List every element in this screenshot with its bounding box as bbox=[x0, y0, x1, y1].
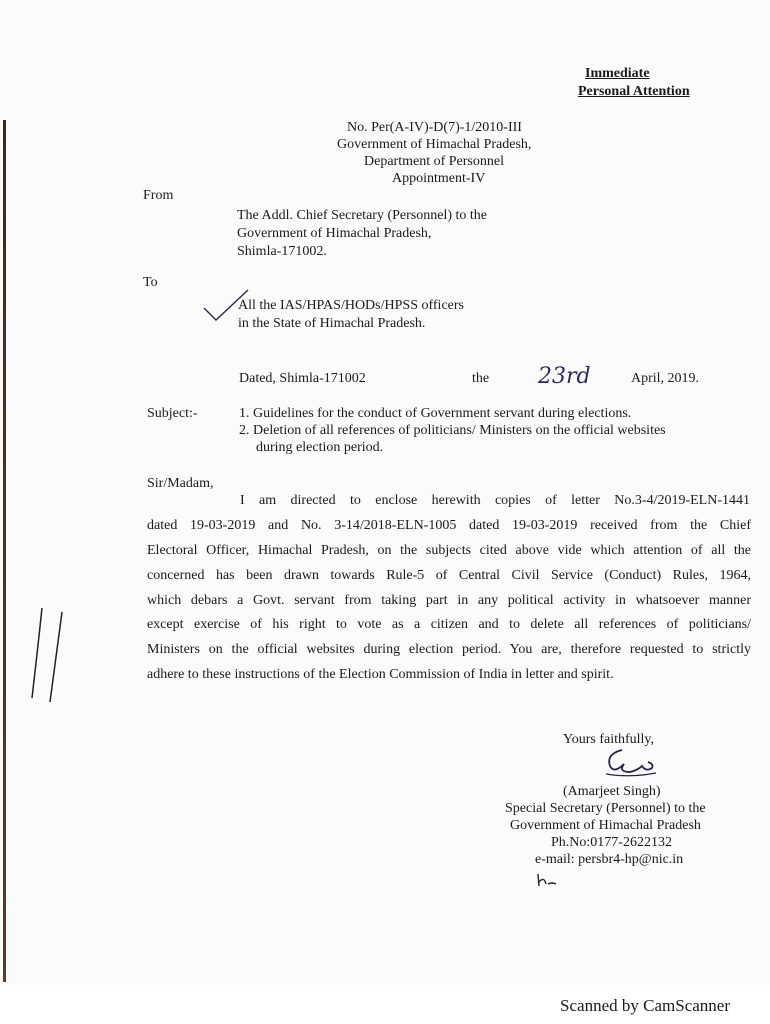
designation-line1: Special Secretary (Personnel) to the bbox=[505, 801, 706, 816]
to-line2: in the State of Himachal Pradesh. bbox=[238, 316, 426, 331]
to-label: To bbox=[143, 275, 158, 290]
signature-icon bbox=[600, 746, 660, 780]
body-line: which debars a Govt. servant from taking part in any political activity in whatsoever manner bbox=[147, 593, 751, 608]
department-name: Department of Personnel bbox=[364, 154, 504, 169]
phone-number: Ph.No:0177-2622132 bbox=[551, 835, 672, 850]
attention-line1: Immediate bbox=[585, 66, 650, 81]
govt-name: Government of Himachal Pradesh, bbox=[337, 137, 532, 152]
reference-number: No. Per(A-IV)-D(7)-1/2010-III bbox=[347, 120, 522, 135]
signatory-name: (Amarjeet Singh) bbox=[563, 784, 661, 799]
to-line1: All the IAS/HPAS/HODs/HPSS officers bbox=[238, 298, 464, 313]
from-label: From bbox=[143, 188, 174, 203]
body-line: Ministers on the official websites during election period. You are, therefore requested to strictly bbox=[147, 642, 751, 657]
from-line2: Government of Himachal Pradesh, bbox=[237, 226, 432, 241]
dated-month-year: April, 2019. bbox=[631, 371, 700, 386]
handwritten-day: 23rd bbox=[538, 364, 591, 389]
body-line: dated 19-03-2019 and No. 3-14/2018-ELN-1005 dated 19-03-2019 received from the Chief bbox=[147, 518, 751, 533]
email-address: e-mail: persbr4-hp@nic.in bbox=[535, 852, 684, 867]
dated-the: the bbox=[472, 371, 490, 386]
designation-line2: Government of Himachal Pradesh bbox=[510, 818, 701, 833]
from-line3: Shimla-171002. bbox=[237, 244, 327, 259]
subject-label: Subject:- bbox=[147, 406, 198, 421]
subject-item2: 2. Deletion of all references of politicians/ Ministers on the official websites bbox=[239, 423, 666, 438]
closing-yours: Yours faithfully, bbox=[563, 732, 655, 747]
subject-item1: 1. Guidelines for the conduct of Government servant during elections. bbox=[239, 406, 632, 421]
from-line1: The Addl. Chief Secretary (Personnel) to the bbox=[237, 208, 487, 223]
dated-label: Dated, Shimla-171002 bbox=[239, 371, 366, 386]
page-edge-shadow bbox=[3, 120, 6, 982]
body-line: Electoral Officer, Himachal Pradesh, on the subjects cited above vide which attention of all the bbox=[147, 543, 751, 558]
body-line: adhere to these instructions of the Election Commission of India in letter and spirit. bbox=[147, 667, 614, 682]
scanned-by-label: Scanned by CamScanner bbox=[560, 996, 730, 1015]
section-name: Appointment-IV bbox=[392, 171, 486, 186]
attention-line2: Personal Attention bbox=[578, 84, 690, 99]
body-line: I am directed to enclose herewith copies of letter No.3-4/2019-ELN-1441 bbox=[240, 493, 750, 508]
body-line: except exercise of his right to vote as a citizen and to delete all references of politicians/ bbox=[147, 617, 751, 632]
subject-item2-cont: during election period. bbox=[256, 440, 384, 455]
margin-pen-mark-icon bbox=[28, 606, 68, 706]
body-line: concerned has been drawn towards Rule-5 of Central Civil Service (Conduct) Rules, 1964, bbox=[147, 568, 751, 583]
initials-mark-icon bbox=[536, 872, 560, 888]
salutation: Sir/Madam, bbox=[147, 476, 214, 491]
